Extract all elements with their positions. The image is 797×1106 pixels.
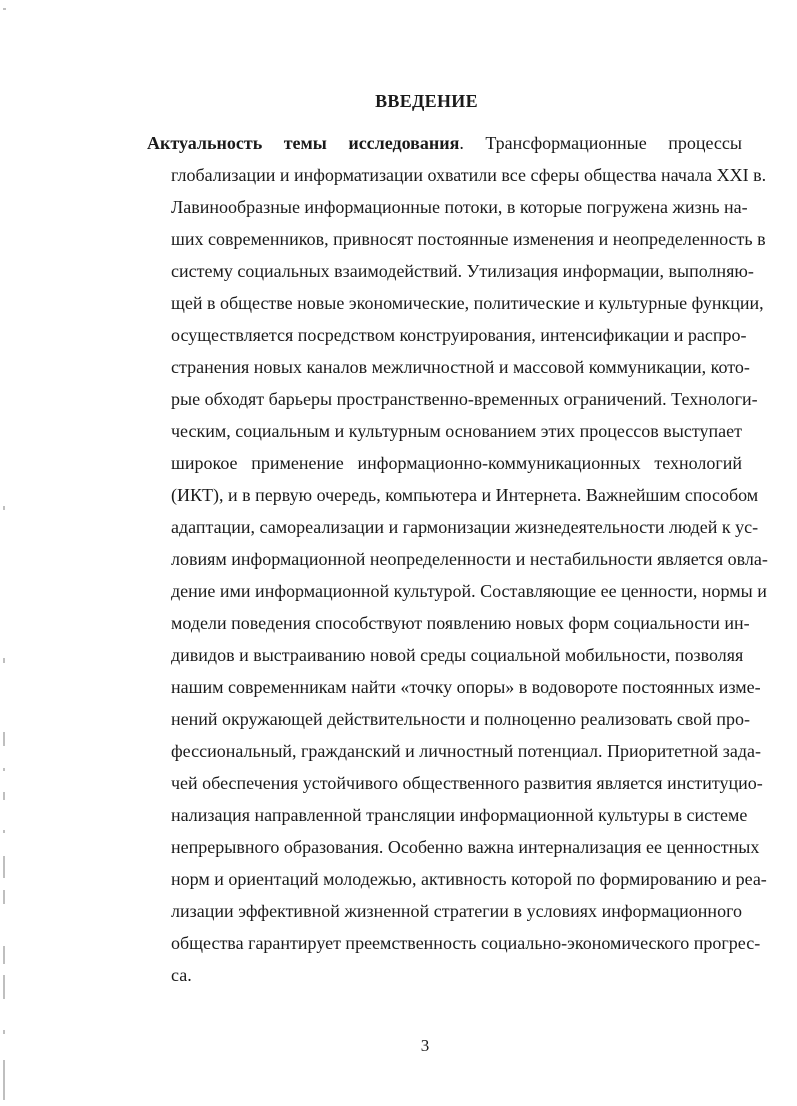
scan-artifact [3,1060,5,1100]
paragraph-line: Лавинообразные информационные потоки, в которые погружена жизнь на- [171,197,748,217]
paragraph-line: фессиональный, гражданский и личностный потенциал. Приоритетной зада- [171,741,762,761]
paragraph-line: широкое применение информационно-коммуникационных технологий [171,453,742,473]
paragraph-line: модели поведения способствуют появлению новых форм социальности ин- [171,613,750,633]
page-number: 3 [420,1036,430,1055]
paragraph-line: (ИКТ), и в первую очередь, компьютера и Интернета. Важнейшим способом [171,485,759,505]
scan-artifact [3,658,5,663]
paragraph-line: дивидов и выстраиванию новой среды социальной мобильности, позволяя [171,645,744,665]
paragraph-line: непрерывного образования. Особенно важна интернализация ее ценностных [171,837,760,857]
scan-artifact [3,506,5,510]
scan-artifact [3,1030,5,1034]
paragraph-line: странения новых каналов межличностной и массовой коммуникации, кото- [171,357,750,377]
paragraph-line: осуществляется посредством конструирования, интенсификации и распро- [171,325,747,345]
lead-rest-text: . Трансформационные процессы [459,133,742,153]
paragraph-line: ческим, социальным и культурным основанием этих процессов выступает [171,421,742,441]
paragraph-line: общества гарантирует преемственность социально-экономического прогрес- [171,933,761,953]
paragraph-line: нализация направленной трансляции информационной культуры в системе [171,805,748,825]
scan-artifact [3,768,5,771]
paragraph-line: нашим современникам найти «точку опоры» в водовороте постоянных изме- [171,677,761,697]
scan-artifact [3,946,5,964]
scan-artifact [3,732,5,746]
paragraph-line: нений окружающей действительности и полноценно реализовать свой про- [171,709,751,729]
paragraph-line: ловиям информационной неопределенности и нестабильности является овла- [171,549,768,569]
paragraph-line: рые обходят барьеры пространственно-временных ограничений. Технологи- [171,389,758,409]
paragraph-line: щей в обществе новые экономические, политические и культурные функции, [171,293,764,313]
paragraph-line: лизации эффективной жизненной стратегии в условиях информационного [171,901,742,921]
paragraph-line-last: са. [171,965,192,985]
paragraph-line: дение ими информационной культурой. Составляющие ее ценности, нормы и [171,581,767,601]
paragraph-line: систему социальных взаимодействий. Утилизация информации, выполняю- [171,261,754,281]
scan-artifact [3,890,5,904]
paragraph-line: глобализации и информатизации охватили все сферы общества начала XXI в. [171,165,767,185]
section-heading: ВВЕДЕНИЕ [375,91,478,111]
paragraph-line-first [147,128,742,158]
paragraph-line: норм и ориентаций молодежью, активность которой по формированию и реа- [171,869,767,889]
scan-artifact [3,8,6,10]
lead-bold-phrase: Актуальность темы исследования [147,133,460,153]
paragraph-line: ших современников, привносят постоянные изменения и неопределенность в [171,229,766,249]
scan-artifact [3,830,5,833]
scan-artifact [3,975,5,999]
paragraph-line: адаптации, самореализации и гармонизации жизнедеятельности людей к ус- [171,517,759,537]
scan-artifact [3,792,5,800]
scan-artifact [3,856,5,878]
paragraph-line: чей обеспечения устойчивого общественного развития является институцио- [171,773,763,793]
